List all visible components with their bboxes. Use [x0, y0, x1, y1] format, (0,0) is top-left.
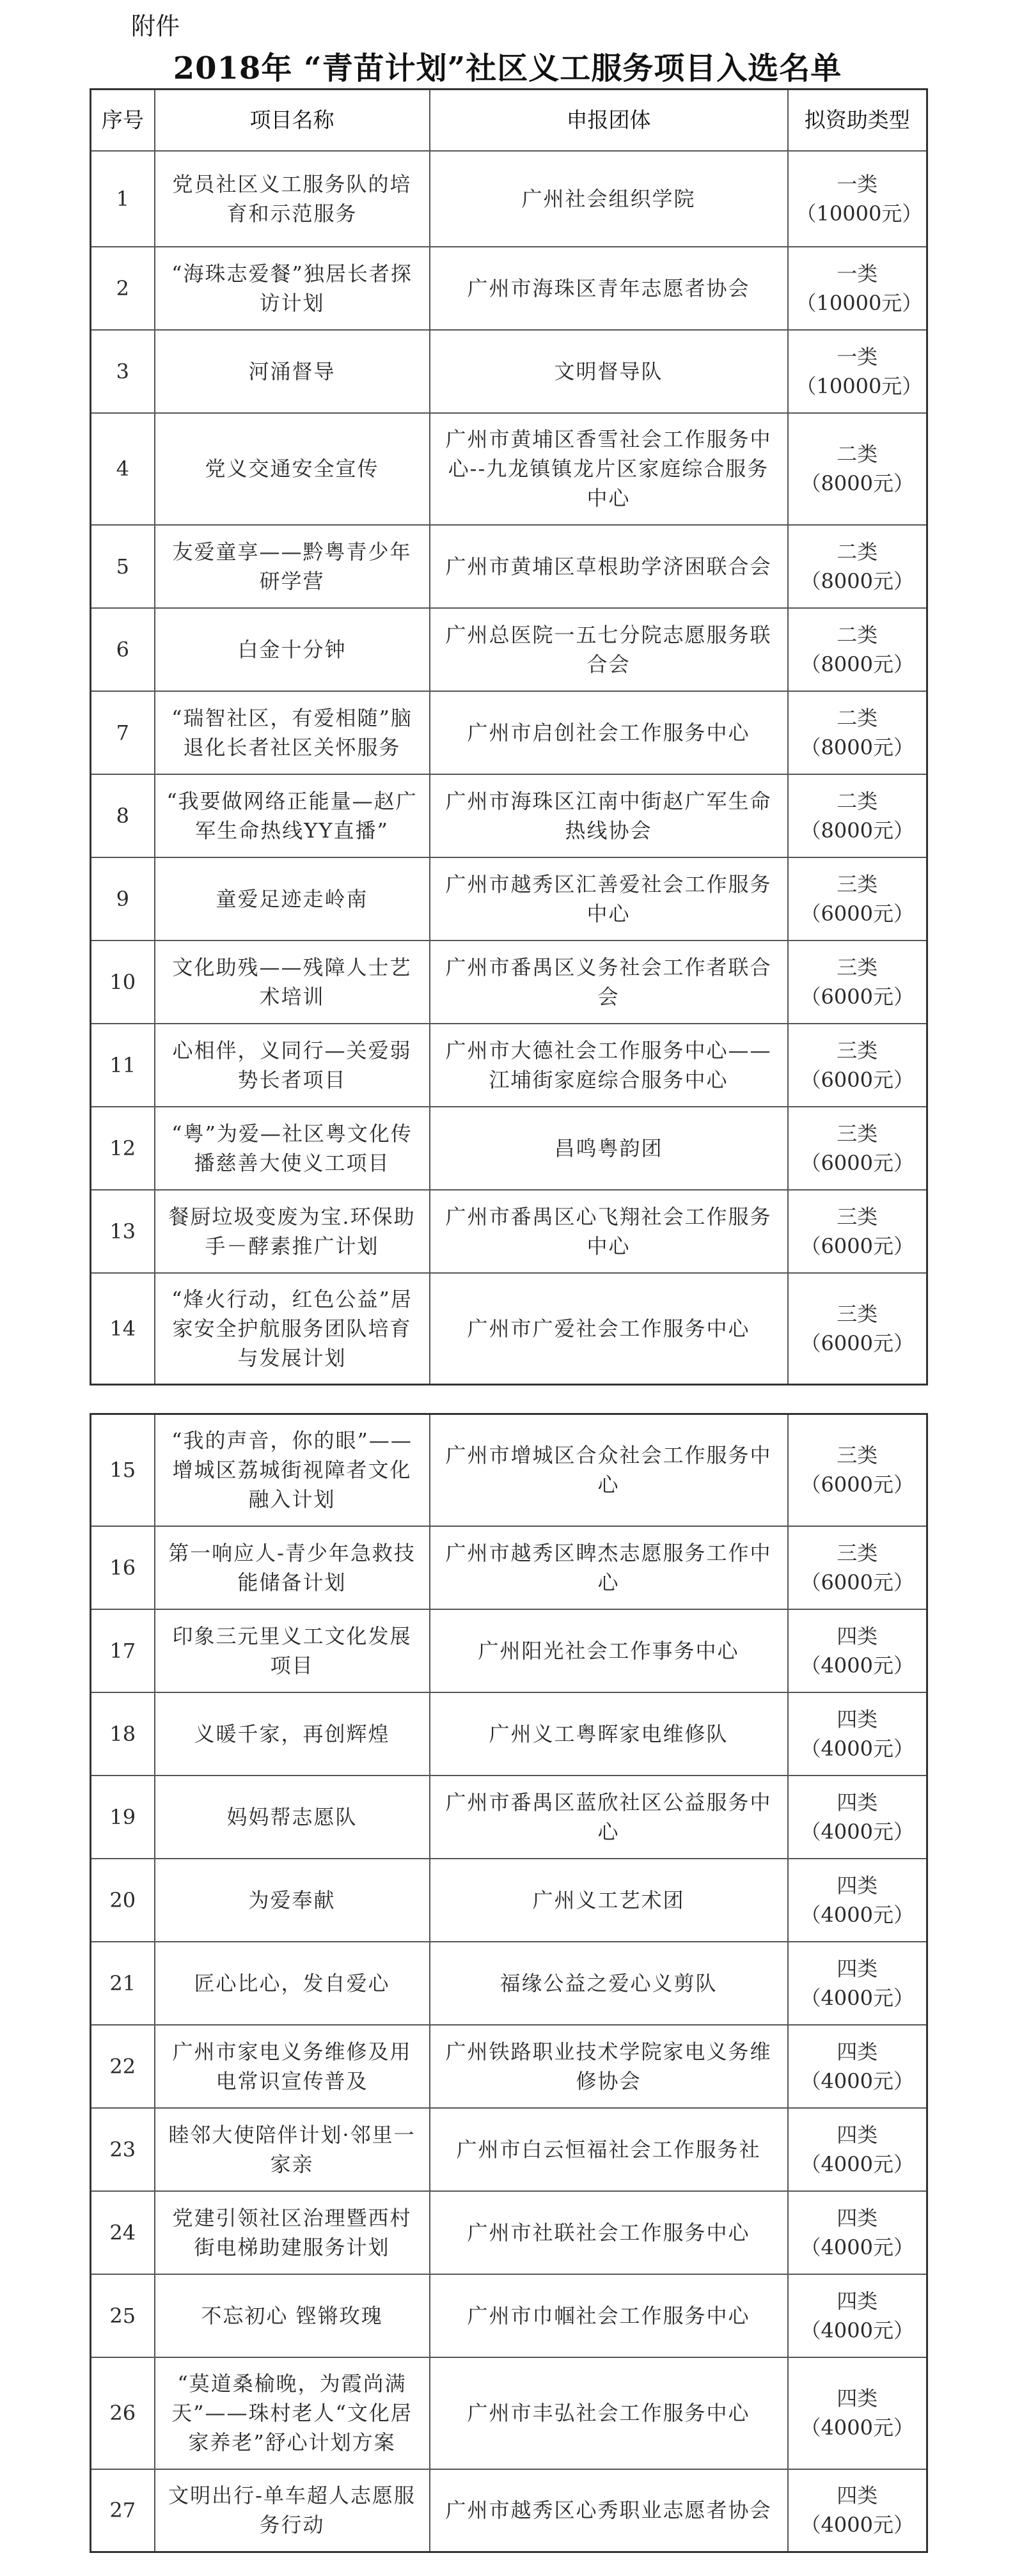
table-row [91, 857, 927, 941]
cell-number: 3 [91, 330, 155, 413]
cell-project-name: 心相伴，义同行—关爱弱势长者项目 [155, 1024, 430, 1107]
cell-applicant: 广州市番禺区蓝欣社区公益服务中心 [430, 1776, 788, 1859]
table-row [91, 1024, 927, 1107]
cell-project-name: “烽火行动，红色公益”居家安全护航服务团队培育与发展计划 [155, 1273, 430, 1385]
cell-funding-type [788, 1190, 927, 1273]
funding-amount: （10000元） [796, 290, 923, 315]
funding-class: 四类 [837, 2039, 878, 2064]
cell-funding-type [788, 2469, 927, 2552]
cell-funding-type [788, 1414, 927, 1526]
cell-project-name: “海珠志爱餐”独居长者探访计划 [155, 247, 430, 330]
cell-funding-type [788, 774, 927, 857]
funding-amount: （8000元） [800, 568, 914, 593]
cell-project-name: 党义交通安全宣传 [155, 413, 430, 525]
cell-number: 26 [91, 2357, 155, 2469]
cell-funding-type [788, 2108, 927, 2191]
table-row [91, 525, 927, 608]
cell-number: 27 [91, 2469, 155, 2552]
table-row [91, 1776, 927, 1859]
table-row [91, 2469, 927, 2552]
cell-project-name: “我要做网络正能量—赵广军生命热线YY直播” [155, 774, 430, 857]
cell-project-name: 不忘初心 铿锵玫瑰 [155, 2274, 430, 2357]
table-row [91, 1859, 927, 1942]
cell-applicant: 文明督导队 [430, 330, 788, 413]
cell-project-name: 餐厨垃圾变废为宝.环保助手－酵素推广计划 [155, 1190, 430, 1273]
table-row [91, 1107, 927, 1190]
funding-amount: （4000元） [800, 2416, 914, 2440]
funding-class: 三类 [837, 1204, 878, 1229]
cell-funding-type [788, 1609, 927, 1692]
cell-project-name: 为爱奉献 [155, 1859, 430, 1942]
cell-number: 21 [91, 1942, 155, 2025]
cell-number: 7 [91, 691, 155, 774]
header-applicant: 申报团体 [430, 90, 788, 151]
funding-class: 三类 [837, 1121, 878, 1146]
cell-project-name: 妈妈帮志愿队 [155, 1776, 430, 1859]
table-row [91, 413, 927, 525]
header-project-name: 项目名称 [155, 90, 430, 151]
funding-amount: （10000元） [796, 373, 923, 398]
cell-project-name: “粤”为爱—社区粤文化传播慈善大使义工项目 [155, 1107, 430, 1190]
funding-amount: （4000元） [800, 1736, 914, 1761]
funding-amount: （6000元） [800, 901, 914, 926]
table-row [91, 2191, 927, 2274]
funding-class: 四类 [837, 1956, 878, 1981]
cell-number: 2 [91, 247, 155, 330]
cell-funding-type [788, 941, 927, 1024]
cell-funding-type [788, 2191, 927, 2274]
funding-class: 四类 [837, 1623, 878, 1648]
table-row [91, 330, 927, 413]
cell-project-name: “莫道桑榆晚，为霞尚满天”——珠村老人“文化居家养老”舒心计划方案 [155, 2357, 430, 2469]
cell-applicant: 广州阳光社会工作事务中心 [430, 1609, 788, 1692]
funding-class: 二类 [837, 622, 878, 647]
list-table-page-1 [90, 88, 928, 1386]
cell-project-name: 友爱童享——黔粤青少年研学营 [155, 525, 430, 608]
cell-applicant: 广州市海珠区江南中街赵广军生命热线协会 [430, 774, 788, 857]
cell-applicant: 广州市大德社会工作服务中心——江埔街家庭综合服务中心 [430, 1024, 788, 1107]
table-row [91, 1609, 927, 1692]
table-row [91, 1692, 927, 1776]
cell-funding-type [788, 1526, 927, 1609]
cell-funding-type [788, 1942, 927, 2025]
cell-number: 5 [91, 525, 155, 608]
funding-amount: （6000元） [800, 1233, 914, 1258]
funding-class: 三类 [837, 1301, 878, 1326]
funding-amount: （4000元） [800, 2318, 914, 2343]
funding-amount: （6000元） [800, 1570, 914, 1595]
table-row [91, 2357, 927, 2469]
funding-class: 四类 [837, 2386, 878, 2410]
funding-class: 二类 [837, 442, 878, 466]
cell-funding-type [788, 691, 927, 774]
table-row [91, 1414, 927, 1526]
funding-amount: （8000元） [800, 735, 914, 760]
cell-project-name: 广州市家电义务维修及用电常识宣传普及 [155, 2025, 430, 2108]
cell-funding-type [788, 1107, 927, 1190]
cell-number: 23 [91, 2108, 155, 2191]
funding-amount: （8000元） [800, 652, 914, 676]
table-row [91, 774, 927, 857]
cell-applicant: 广州市白云恒福社会工作服务社 [430, 2108, 788, 2191]
funding-amount: （4000元） [800, 1985, 914, 2010]
cell-funding-type [788, 1692, 927, 1776]
funding-amount: （4000元） [800, 2151, 914, 2176]
header-row [91, 90, 927, 151]
cell-number: 25 [91, 2274, 155, 2357]
cell-project-name: 睦邻大使陪伴计划·邻里一家亲 [155, 2108, 430, 2191]
cell-project-name: 党员社区义工服务队的培育和示范服务 [155, 151, 430, 247]
funding-class: 四类 [837, 2288, 878, 2313]
cell-number: 20 [91, 1859, 155, 1942]
cell-applicant: 广州义工粤晖家电维修队 [430, 1692, 788, 1776]
cell-applicant: 广州市广爱社会工作服务中心 [430, 1273, 788, 1385]
funding-amount: （4000元） [800, 1902, 914, 1927]
funding-amount: （4000元） [800, 2235, 914, 2260]
attachment-label: 附件 [131, 12, 180, 40]
cell-project-name: 印象三元里义工文化发展项目 [155, 1609, 430, 1692]
cell-applicant: 广州铁路职业技术学院家电义务维修协会 [430, 2025, 788, 2108]
cell-project-name: 白金十分钟 [155, 608, 430, 691]
funding-amount: （6000元） [800, 1150, 914, 1175]
funding-amount: （4000元） [800, 2513, 914, 2538]
funding-class: 四类 [837, 1706, 878, 1731]
funding-amount: （6000元） [800, 1067, 914, 1092]
funding-amount: （4000元） [800, 1653, 914, 1678]
cell-applicant: 广州市海珠区青年志愿者协会 [430, 247, 788, 330]
cell-number: 11 [91, 1024, 155, 1107]
cell-applicant: 广州市番禺区义务社会工作者联合会 [430, 941, 788, 1024]
funding-class: 一类 [837, 261, 878, 286]
cell-applicant: 广州市越秀区睥杰志愿服务工作中心 [430, 1526, 788, 1609]
header-funding-type: 拟资助类型 [788, 90, 927, 151]
cell-number: 19 [91, 1776, 155, 1859]
header-number: 序号 [91, 90, 155, 151]
cell-applicant: 广州市越秀区心秀职业志愿者协会 [430, 2469, 788, 2552]
funding-amount: （6000元） [800, 1472, 914, 1497]
funding-class: 四类 [837, 1790, 878, 1815]
cell-funding-type [788, 2025, 927, 2108]
cell-number: 6 [91, 608, 155, 691]
cell-funding-type [788, 608, 927, 691]
funding-amount: （8000元） [800, 471, 914, 496]
cell-project-name: 义暖千家，再创辉煌 [155, 1692, 430, 1776]
cell-funding-type [788, 2357, 927, 2469]
cell-number: 8 [91, 774, 155, 857]
cell-funding-type [788, 1024, 927, 1107]
cell-applicant: 昌鸣粤韵团 [430, 1107, 788, 1190]
table-row [91, 1190, 927, 1273]
cell-number: 22 [91, 2025, 155, 2108]
table-row [91, 691, 927, 774]
funding-class: 四类 [837, 2122, 878, 2147]
table-row [91, 1526, 927, 1609]
funding-amount: （10000元） [796, 201, 923, 226]
cell-applicant: 广州市黄埔区草根助学济困联合会 [430, 525, 788, 608]
table-row [91, 2108, 927, 2191]
list-table-page-2 [90, 1413, 928, 2553]
table-row [91, 2025, 927, 2108]
cell-funding-type [788, 1273, 927, 1385]
cell-applicant: 广州市黄埔区香雪社会工作服务中心--九龙镇镇龙片区家庭综合服务中心 [430, 413, 788, 525]
cell-number: 4 [91, 413, 155, 525]
funding-amount: （4000元） [800, 1819, 914, 1844]
cell-funding-type [788, 525, 927, 608]
cell-project-name: “我的声音，你的眼”——增城区荔城街视障者文化融入计划 [155, 1414, 430, 1526]
cell-funding-type [788, 1859, 927, 1942]
funding-class: 三类 [837, 955, 878, 980]
funding-class: 二类 [837, 788, 878, 813]
cell-applicant: 广州义工艺术团 [430, 1859, 788, 1942]
cell-project-name: 文化助残——残障人士艺术培训 [155, 941, 430, 1024]
cell-number: 12 [91, 1107, 155, 1190]
table-row [91, 1942, 927, 2025]
cell-project-name: 文明出行-单车超人志愿服务行动 [155, 2469, 430, 2552]
funding-class: 四类 [837, 1873, 878, 1898]
cell-applicant: 广州市丰弘社会工作服务中心 [430, 2357, 788, 2469]
cell-funding-type [788, 330, 927, 413]
table-row [91, 2274, 927, 2357]
cell-project-name: 童爱足迹走岭南 [155, 857, 430, 941]
cell-number: 16 [91, 1526, 155, 1609]
cell-number: 18 [91, 1692, 155, 1776]
funding-class: 三类 [837, 1038, 878, 1063]
table-row [91, 1273, 927, 1385]
cell-applicant: 广州总医院一五七分院志愿服务联合会 [430, 608, 788, 691]
cell-applicant: 广州市启创社会工作服务中心 [430, 691, 788, 774]
cell-applicant: 广州市社联社会工作服务中心 [430, 2191, 788, 2274]
cell-funding-type [788, 2274, 927, 2357]
cell-funding-type [788, 413, 927, 525]
cell-applicant: 广州市增城区合众社会工作服务中心 [430, 1414, 788, 1526]
cell-funding-type [788, 857, 927, 941]
document-title: 2018年 “青苗计划”社区义工服务项目入选名单 [173, 51, 842, 86]
table-row [91, 608, 927, 691]
cell-project-name: “瑞智社区，有爱相随”脑退化长者社区关怀服务 [155, 691, 430, 774]
cell-number: 13 [91, 1190, 155, 1273]
cell-number: 24 [91, 2191, 155, 2274]
cell-funding-type [788, 151, 927, 247]
funding-amount: （6000元） [800, 984, 914, 1009]
cell-project-name: 匠心比心，发自爱心 [155, 1942, 430, 2025]
cell-number: 10 [91, 941, 155, 1024]
funding-amount: （4000元） [800, 2068, 914, 2093]
cell-number: 17 [91, 1609, 155, 1692]
funding-amount: （6000元） [800, 1331, 914, 1355]
cell-number: 14 [91, 1273, 155, 1385]
funding-class: 一类 [837, 344, 878, 369]
funding-class: 三类 [837, 1443, 878, 1468]
table-row [91, 247, 927, 330]
funding-class: 四类 [837, 2205, 878, 2230]
cell-applicant: 广州市番禺区心飞翔社会工作服务中心 [430, 1190, 788, 1273]
cell-applicant: 广州市巾帼社会工作服务中心 [430, 2274, 788, 2357]
funding-class: 一类 [837, 171, 878, 196]
cell-applicant: 广州市越秀区汇善爱社会工作服务中心 [430, 857, 788, 941]
funding-amount: （8000元） [800, 818, 914, 843]
table-row [91, 151, 927, 247]
funding-class: 二类 [837, 539, 878, 564]
table-row [91, 941, 927, 1024]
cell-project-name: 河涌督导 [155, 330, 430, 413]
cell-funding-type [788, 247, 927, 330]
cell-funding-type [788, 1776, 927, 1859]
cell-number: 9 [91, 857, 155, 941]
funding-class: 三类 [837, 871, 878, 896]
funding-class: 三类 [837, 1540, 878, 1565]
funding-class: 四类 [837, 2483, 878, 2508]
funding-class: 二类 [837, 705, 878, 730]
cell-applicant: 广州社会组织学院 [430, 151, 788, 247]
cell-applicant: 福缘公益之爱心义剪队 [430, 1942, 788, 2025]
cell-project-name: 第一响应人-青少年急救技能储备计划 [155, 1526, 430, 1609]
cell-project-name: 党建引领社区治理暨西村街电梯助建服务计划 [155, 2191, 430, 2274]
cell-number: 15 [91, 1414, 155, 1526]
cell-number: 1 [91, 151, 155, 247]
